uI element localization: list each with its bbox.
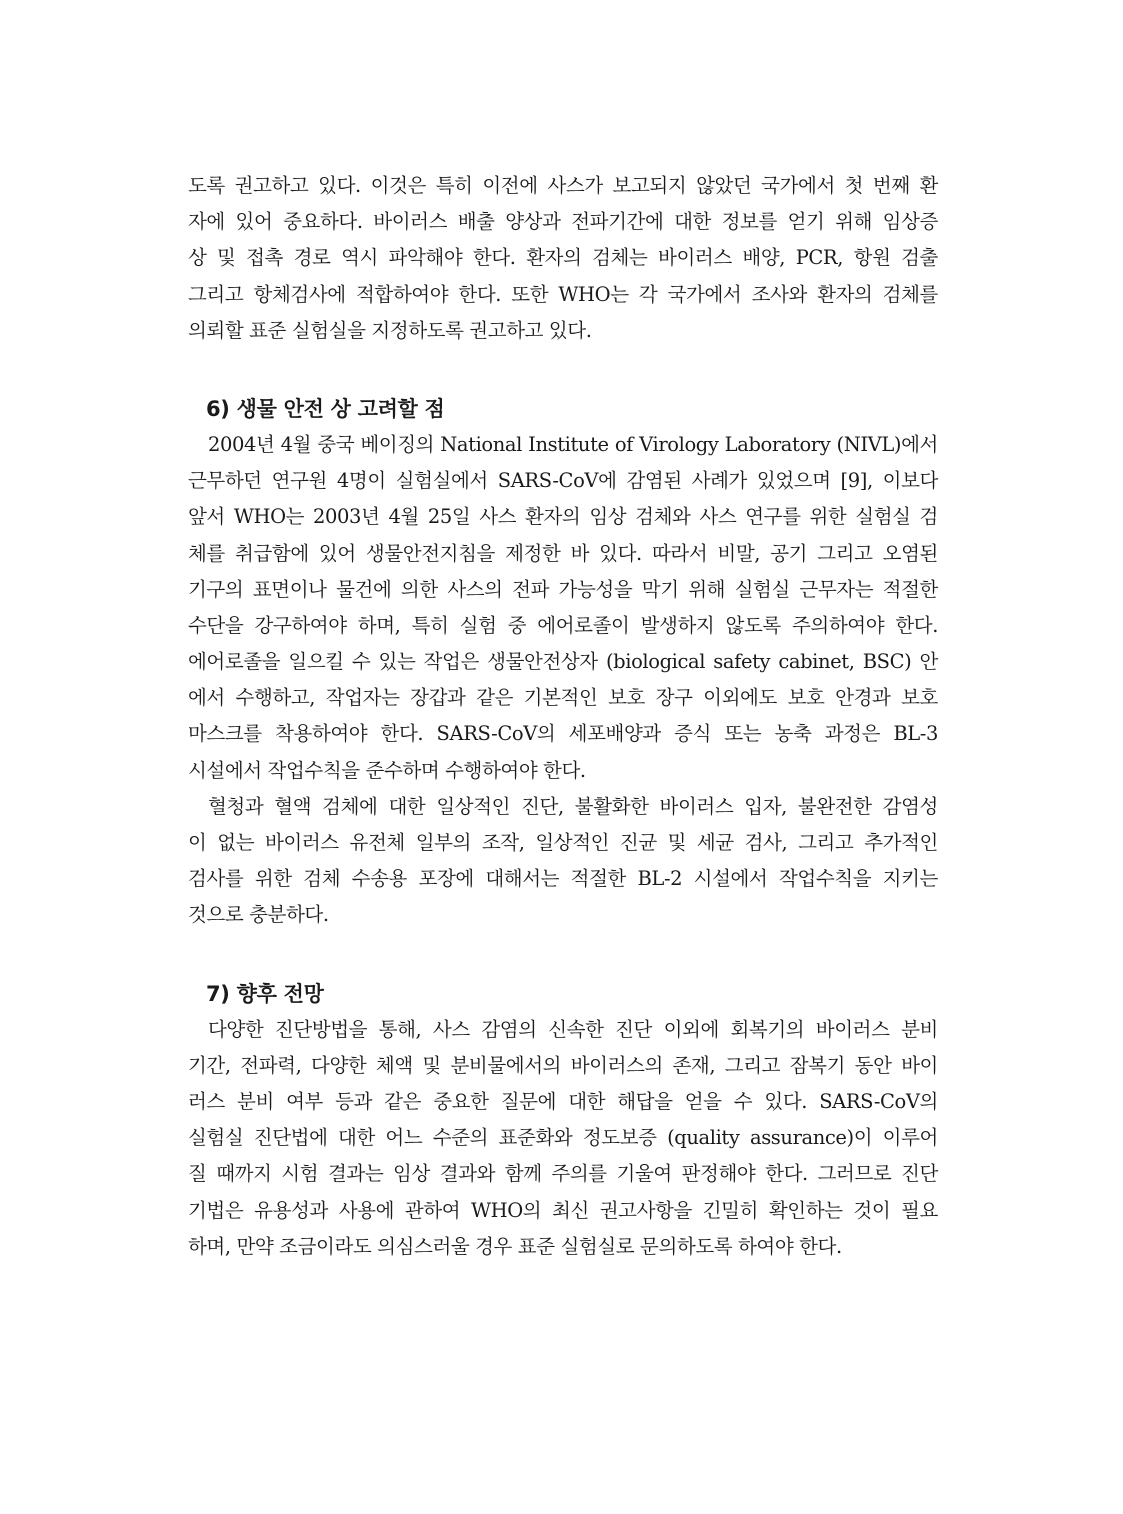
text-line: 다양한 진단방법을 통해, 사스 감염의 신속한 진단 이외에 회복기의 바이러스 분비 bbox=[208, 1017, 938, 1041]
section-spacer bbox=[188, 934, 938, 976]
text-line: 질 때까지 시험 결과는 임상 결과와 함께 주의를 기울여 판정해야 한다. 그러므로 진단 bbox=[188, 1162, 938, 1186]
text-line: 기법은 유용성과 사용에 관하여 WHO의 최신 권고사항을 긴밀히 확인하는 것이 필요 bbox=[188, 1198, 938, 1222]
document-page bbox=[188, 168, 938, 1265]
text-line: 하며, 만약 조금이라도 의심스러울 경우 표준 실험실로 문의하도록 하여야 한다. bbox=[188, 1234, 842, 1258]
body-paragraph bbox=[188, 427, 938, 789]
text-line: 도록 권고하고 있다. 이것은 특히 이전에 사스가 보고되지 않았던 국가에서 첫 번째 환 bbox=[188, 174, 938, 197]
text-line: 2004년 4월 중국 베이징의 National Institute of Virology Laboratory (NIVL)에서 bbox=[208, 432, 938, 456]
text-line: 기간, 전파력, 다양한 체액 및 분비물에서의 바이러스의 존재, 그리고 잠복기 동안 바이 bbox=[188, 1053, 938, 1077]
text-line: 것으로 충분하다. bbox=[188, 903, 329, 927]
text-line: 검사를 위한 검체 수송용 포장에 대해서는 적절한 BL-2 시설에서 작업수칙을 지키는 bbox=[188, 867, 938, 891]
text-line: 체를 취급함에 있어 생물안전지침을 제정한 바 있다. 따라서 비말, 공기 그리고 오염된 bbox=[188, 541, 938, 565]
body-paragraph bbox=[188, 789, 938, 934]
text-line: 이 없는 바이러스 유전체 일부의 조작, 일상적인 진균 및 세균 검사, 그리고 추가적인 bbox=[188, 831, 938, 854]
section-heading: 7) 향후 전망 bbox=[206, 981, 324, 1006]
text-line: 그리고 항체검사에 적합하여야 한다. 또한 WHO는 각 국가에서 조사와 환자의 검체를 bbox=[188, 282, 938, 306]
text-line: 상 및 접촉 경로 역시 파악해야 한다. 환자의 검체는 바이러스 배양, PCR, 항원 검출 bbox=[188, 246, 938, 270]
text-line: 자에 있어 중요하다. 바이러스 배출 양상과 전파기간에 대한 정보를 얻기 위해 임상증 bbox=[188, 210, 938, 234]
text-line: 시설에서 작업수칙을 준수하며 수행하여야 한다. bbox=[188, 758, 586, 782]
text-line: 근무하던 연구원 4명이 실험실에서 SARS-CoV에 감염된 사례가 있었으며 [9], 이보다 bbox=[188, 469, 938, 493]
section-outlook bbox=[188, 976, 938, 1265]
intro-paragraph bbox=[188, 168, 938, 349]
text-line: 기구의 표면이나 물건에 의한 사스의 전파 가능성을 막기 위해 실험실 근무자는 적절한 bbox=[188, 577, 938, 601]
section-heading: 6) 생물 안전 상 고려할 점 bbox=[206, 396, 445, 421]
section-spacer bbox=[188, 349, 938, 391]
text-line: 앞서 WHO는 2003년 4월 25일 사스 환자의 임상 검체와 사스 연구를 위한 실험실 검 bbox=[188, 505, 938, 529]
text-line: 수단을 강구하여야 하며, 특히 실험 중 에어로졸이 발생하지 않도록 주의하여야 한다. bbox=[188, 613, 938, 637]
text-line: 러스 분비 여부 등과 같은 중요한 질문에 대한 해답을 얻을 수 있다. SARS-CoV의 bbox=[188, 1089, 938, 1113]
text-line: 의뢰할 표준 실험실을 지정하도록 권고하고 있다. bbox=[188, 318, 592, 342]
text-line: 혈청과 혈액 검체에 대한 일상적인 진단, 불활화한 바이러스 입자, 불완전한 감염성 bbox=[208, 794, 938, 818]
body-paragraph bbox=[188, 1012, 938, 1265]
text-line: 실험실 진단법에 대한 어느 수준의 표준화와 정도보증 (quality assurance)이 이루어 bbox=[188, 1126, 938, 1150]
section-biosafety bbox=[188, 391, 938, 934]
text-line: 마스크를 착용하여야 한다. SARS-CoV의 세포배양과 증식 또는 농축 과정은 BL-3 bbox=[188, 722, 938, 746]
text-line: 에어로졸을 일으킬 수 있는 작업은 생물안전상자 (biological safety cabinet, BSC) 안 bbox=[188, 650, 938, 674]
text-line: 에서 수행하고, 작업자는 장갑과 같은 기본적인 보호 장구 이외에도 보호 안경과 보호 bbox=[188, 686, 938, 710]
